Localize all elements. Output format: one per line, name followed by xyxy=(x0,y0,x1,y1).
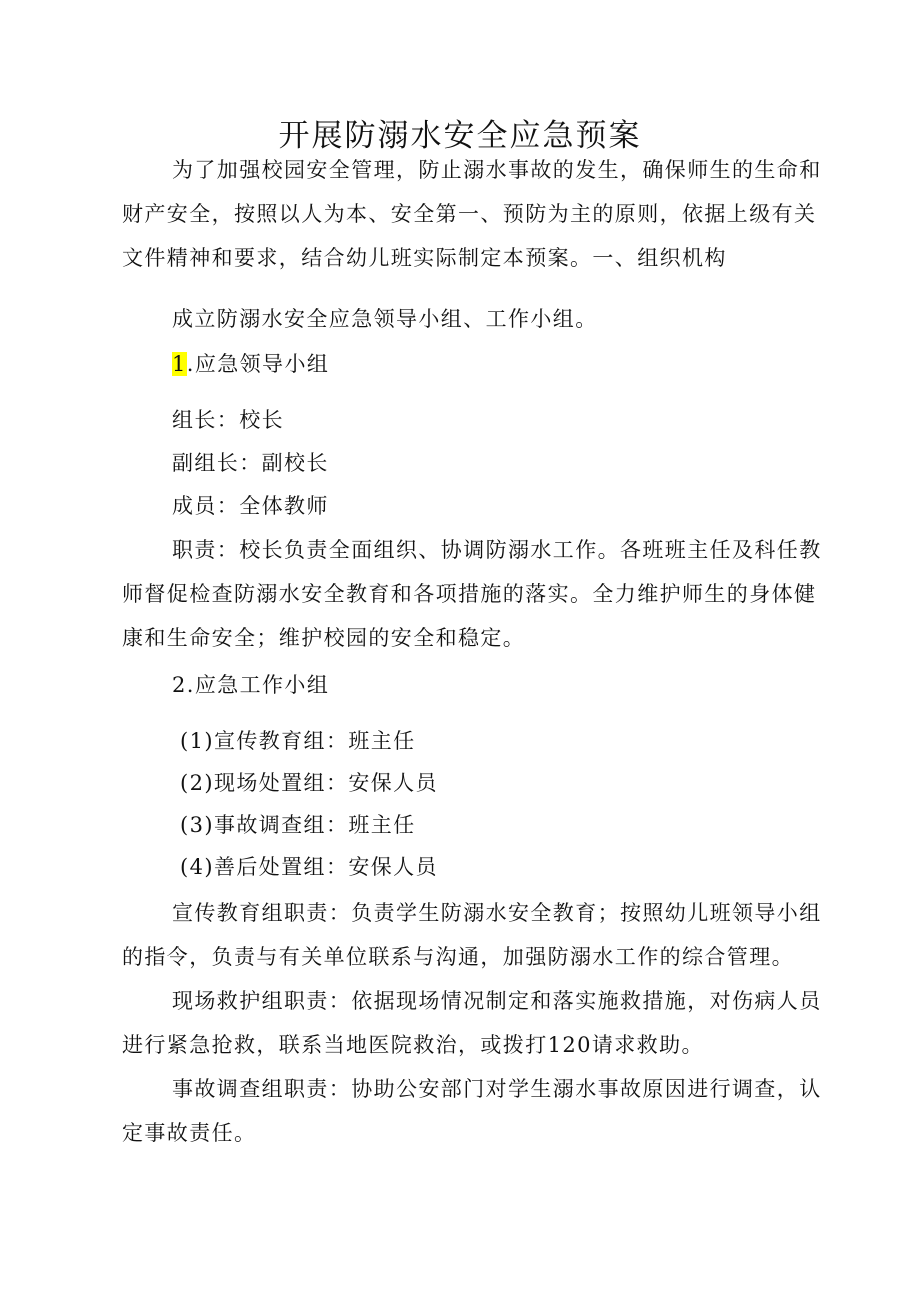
investigation-duties-paragraph: 事故调查组职责：协助公安部门对学生溺水事故原因进行调查，认定事故责任。 xyxy=(122,1077,822,1145)
publicity-duties-paragraph: 宣传教育组职责：负责学生防溺水安全教育；按照幼儿班领导小组的指令，负责与有关单位联系与沟通，加强防溺水工作的综合管理。 xyxy=(122,901,822,969)
document-title: 开展防溺水安全应急预案 xyxy=(278,118,642,154)
work-group-item-2: (2)现场处置组：安保人员 xyxy=(180,771,438,795)
leader-group-heading-text: .应急领导小组 xyxy=(186,352,330,376)
leader-line: 组长：校长 xyxy=(172,408,284,432)
work-group-item-4: (4)善后处置组：安保人员 xyxy=(180,855,438,879)
work-group-heading: 2.应急工作小组 xyxy=(172,673,330,697)
rescue-duties-paragraph: 现场救护组职责：依据现场情况制定和落实施救措施，对伤病人员进行紧急抢救，联系当地医院救治，或拨打120请求救助。 xyxy=(122,989,822,1057)
deputy-line: 副组长：副校长 xyxy=(172,451,329,475)
work-group-item-3: (3)事故调查组：班主任 xyxy=(180,813,416,837)
intro-paragraph: 为了加强校园安全管理，防止溺水事故的发生，确保师生的生命和财产安全，按照以人为本、安全第一、预防为主的原则，依据上级有关文件精神和要求，结合幼儿班实际制定本预案。一、组织机构 xyxy=(122,158,822,270)
work-group-item-1: (1)宣传教育组：班主任 xyxy=(180,729,416,753)
org-setup-line: 成立防溺水安全应急领导小组、工作小组。 xyxy=(172,307,598,331)
leader-group-heading xyxy=(122,343,872,385)
members-line: 成员：全体教师 xyxy=(172,494,329,518)
leader-duties-paragraph: 职责：校长负责全面组织、协调防溺水工作。各班班主任及科任教师督促检查防溺水安全教育和各项措施的落实。全力维护师生的身体健康和生命安全；维护校园的安全和稳定。 xyxy=(122,538,822,650)
highlighted-number: 1 xyxy=(172,352,187,376)
